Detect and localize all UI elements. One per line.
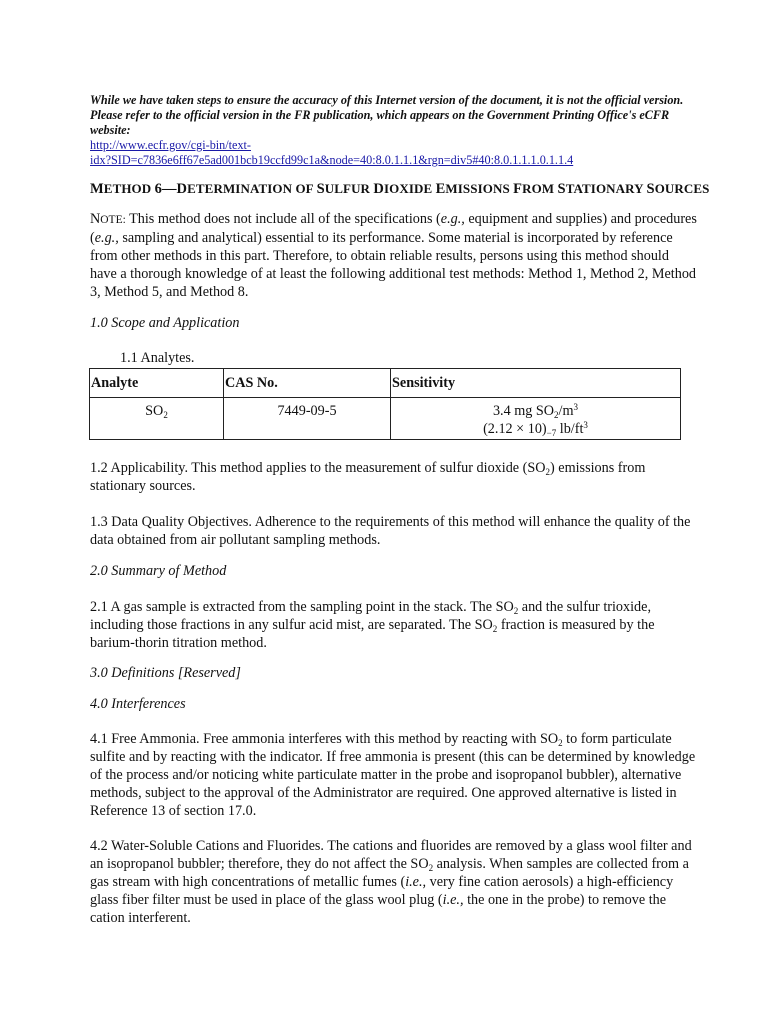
header-analyte: Analyte	[90, 369, 224, 398]
section-1-heading: 1.0 Scope and Application	[90, 315, 240, 331]
disclaimer: While we have taken steps to ensure the accuracy of this Internet version of the document, it is not the official version. Please refer to the official version in the FR publication, which appears on the Government Printing Office's eCFR website:	[90, 93, 684, 137]
section-4-heading: 4.0 Interferences	[90, 696, 186, 712]
note-paragraph: NOTE: This method does not include all of the specifications (e.g., equipment and supplies) and procedures (e.g., sampling and analytical) essential to its performance. Some material is incorporated by reference from other methods in this part. Therefore, to obtain reliable results, persons using this method should have a thorough knowledge of at least the following additional test methods: Method 1, Method 2, Method 3, Method 5, and Method 8.	[90, 211, 697, 300]
section-3-heading: 3.0 Definitions [Reserved]	[90, 665, 241, 681]
cell-analyte: $SO_2$	[90, 398, 224, 440]
section-4-1: 4.1 Free Ammonia. Free ammonia interferes with this method by reacting with $SO_2$ to form particulate sulfite and by reacting with the indicator. If free ammonia is present (this can be determined by knowledge of the process and/or noticing white particulate matter in the probe and isopropanol bubbler), alternative methods, subject to the approval of the Administrator are required. One approved alternative is listed in Reference 13 of section 17.0.	[90, 731, 696, 819]
analytes-table	[89, 368, 681, 440]
header-sensitivity: Sensitivity	[391, 369, 681, 398]
table-row	[90, 398, 681, 440]
document-title: METHOD 6—DETERMINATION OF SULFUR DIOXIDE EMISSIONS FROM STATIONARY SOURCES	[90, 181, 710, 197]
cell-cas: 7449-09-5	[224, 398, 391, 440]
header-cas: CAS No.	[224, 369, 391, 398]
section-2-1: 2.1 A gas sample is extracted from the sampling point in the stack. The $SO_2$ and the sulfur trioxide, including those fractions in any sulfur acid mist, are separated. The $SO_2$ fraction is measured by the barium-thorin titration method.	[90, 599, 655, 651]
section-1-1: 1.1 Analytes.	[120, 350, 195, 366]
section-1-3: 1.3 Data Quality Objectives. Adherence to the requirements of this method will enhance the quality of the data obtained from air pollutant sampling methods.	[90, 514, 691, 548]
section-2-heading: 2.0 Summary of Method	[90, 563, 227, 579]
section-1-2: 1.2 Applicability. This method applies to the measurement of sulfur dioxide $(SO_2)$ emissions from stationary sources.	[90, 460, 646, 494]
ecfr-link[interactable]: http://www.ecfr.gov/cgi-bin/text- idx?SID=c7836e6ff67e5ad001bcb19ccfd99c1a&node=40:8.0.1.1.1&rgn=div5#40:8.0.1.1.1.0.1.1.4	[90, 138, 574, 167]
cell-sensitivity: 3.4 mg $SO_2/m^3$ $(2.12 \times 10)_{-7}$ $lb/ft^3$	[391, 398, 681, 440]
section-4-2: 4.2 Water-Soluble Cations and Fluorides. The cations and fluorides are removed by a glass wool filter and an isopropanol bubbler; therefore, they do not affect the $SO_2$ analysis. When samples are collected from a gas stream with high concentrations of metallic fumes (i.e., very fine cation aerosols) a high-efficiency glass fiber filter must be used in place of the glass wool plug (i.e., the one in the probe) to remove the cation interferent.	[90, 838, 692, 926]
table-header-row	[90, 369, 681, 398]
